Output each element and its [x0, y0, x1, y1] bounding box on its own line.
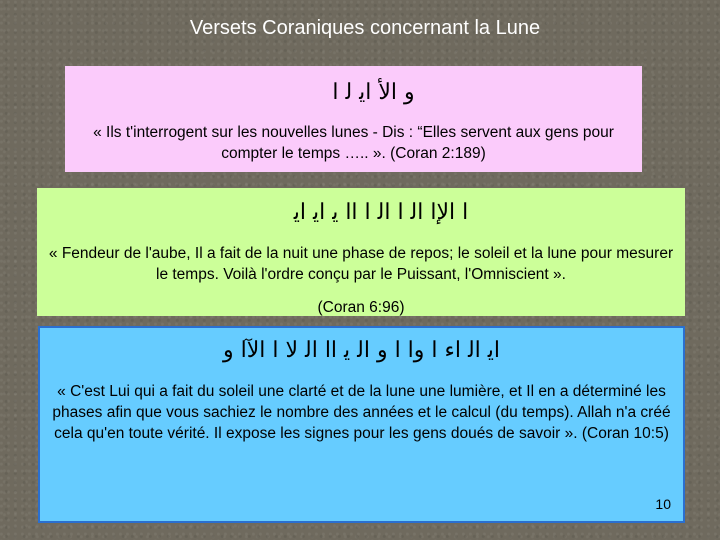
french-translation: « Ils t'interrogent sur les nouvelles lunes - Dis : “Elles servent aux gens pour compter le temps ….. ». (Coran 2:189)	[93, 124, 614, 162]
arabic-verse-text: ﺍﻳ ﺍﻟ ﺍﺀ ﺍ ﻭﺍ ﺍ ﻭ ﺍﻟ ﻳ ﺍﺍ ﺍﻟ ﻻ ﺍ ﺍﻵﺍ ﻭ	[222, 338, 501, 363]
verse-box-10-5	[38, 326, 685, 523]
french-translation: « C'est Lui qui a fait du soleil une clarté et de la lune une lumière, et Il en a déterminé les phases afin que vous sachiez le nombre des années et le calcul (du temps). Allah n'a créé cela qu'en toute vérité. Il expose les signes pour les gens doués de savoir ». (Coran 10:5)	[52, 383, 671, 442]
arabic-verse-text: و الأ ﺍﻳ ﻟ ﺍ	[332, 80, 415, 105]
slide-number: 10	[655, 496, 671, 512]
slide-title: Versets Coraniques concernant la Lune	[189, 17, 541, 39]
french-translation: « Fendeur de l'aube, Il a fait de la nuit une phase de repos; le soleil et la lune pour mesurer le temps. Voilà l'ordre conçu par le Puissant, l'Omniscient ».	[48, 245, 674, 283]
arabic-verse-text: ﺍ ﺍﻹﺍ ﺍﻟ ﺍ ﺍﻟ ﺍ ﺍﺍ ﻳ ﺍﻳ ﺍﻳ	[293, 200, 469, 225]
verse-box-2-189	[65, 66, 642, 172]
verse-box-6-96	[37, 188, 685, 316]
verse-reference: (Coran 6:96)	[317, 299, 405, 316]
